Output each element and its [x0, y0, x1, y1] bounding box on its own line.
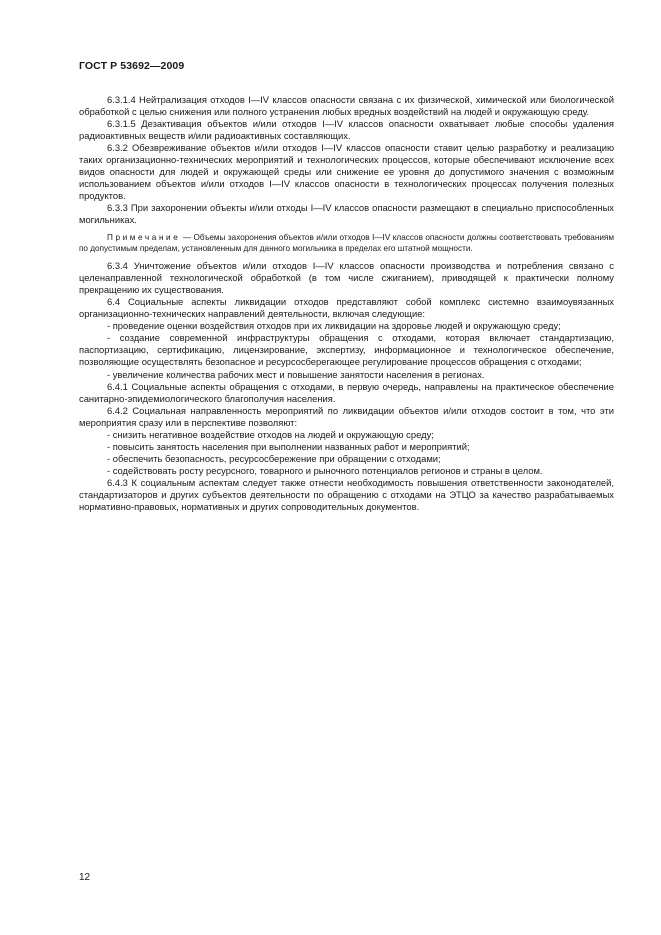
list-item: - содействовать росту ресурсного, товарного и рыночного потенциалов регионов и страны в целом. [107, 464, 543, 476]
list-item: - снизить негативное воздействие отходов на людей и окружающую среду; [107, 428, 434, 440]
document-body [79, 94, 614, 513]
paragraph-6-4-1: 6.4.1 Социальные аспекты обращения с отходами, в первую очередь, направлены на практическое обеспечение санитарно-эпидемиологического благополучия населения. [79, 380, 614, 404]
list-item: - обеспечить безопасность, ресурсосбережение при обращении с отходами; [107, 452, 441, 464]
paragraph-6-4-2: 6.4.2 Социальная направленность мероприятий по ликвидации объектов и/или отходов состоит в том, что эти мероприятия сразу или в перспективе позволяют: [79, 404, 614, 428]
list-item: - проведение оценки воздействия отходов при их ликвидации на здоровье людей и окружающую среду; [107, 320, 561, 332]
paragraph-6-3-1-4: 6.3.1.4 Нейтрализация отходов I—IV классов опасности связана с их физической, химической или биологической обработкой с целью снижения или полного устранения любых вредных воздействий на людей и окружающую среду. [79, 94, 614, 118]
standard-designation: ГОСТ Р 53692—2009 [79, 60, 185, 72]
paragraph-6-3-3: 6.3.3 При захоронении объекты и/или отходы I—IV классов опасности размещают в специально приспособленных могильниках. [79, 202, 614, 226]
note-label: Примечание [107, 232, 181, 242]
page-number: 12 [79, 872, 91, 883]
paragraph-6-4-3: 6.4.3 К социальным аспектам следует также отнести необходимость повышения ответственности законодателей, стандартизаторов и других субъектов деятельности по обращению с отходами на ЭТЦО за качество разрабатываемых нормативно-правовых, нормативных и других сопроводительных документов. [79, 476, 614, 513]
list-item: - создание современной инфраструктуры обращения с отходами, которая включает стандартизацию, паспортизацию, сертификацию, лицензирование, экспертизу, информационное и технологическое обеспечение, позволяющие осуществлять безопасное и ресурсосберегающее регулирование процессов обращения с отходами; [79, 332, 614, 368]
paragraph-6-3-2: 6.3.2 Обезвреживание объектов и/или отходов I—IV классов опасности ставит целью разработку и реализацию таких организационно-технических мероприятий и технологических процессов, которые обеспечивают исключение всех видов опасности для людей и окружающей среды или снижение ее уровня до допустимого значения с возможным использованием объектов и/или отходов I—IV классов опасности в технологических процессах получения полезных продуктов. [79, 142, 614, 202]
list-item: - увеличение количества рабочих мест и повышение занятости населения в регионах. [107, 368, 485, 380]
paragraph-6-4: 6.4 Социальные аспекты ликвидации отходов представляют собой комплекс системно взаимоувязанных организационно-технических направлений деятельности, включая следующие: [79, 296, 614, 320]
paragraph-6-3-4: 6.3.4 Уничтожение объектов и/или отходов I—IV классов опасности производства и потребления связано с целенаправленной технологической обработкой (в том числе сжиганием), приводящей к практически полному прекращению их существования. [79, 260, 614, 296]
note-text: — Объемы захоронения объектов и/или отходов I—IV классов опасности должны соответствовать требованиям по допустимым пределам, установленным для данного могильника в пределах его штатной мощности. [79, 232, 614, 253]
paragraph-6-3-1-5: 6.3.1.5 Дезактивация объектов и/или отходов I—IV классов опасности охватывает любые способы удаления радиоактивных веществ и/или радиоактивных составляющих. [79, 118, 614, 142]
list-item: - повысить занятость населения при выполнении названных работ и мероприятий; [107, 440, 470, 452]
note [79, 232, 614, 255]
